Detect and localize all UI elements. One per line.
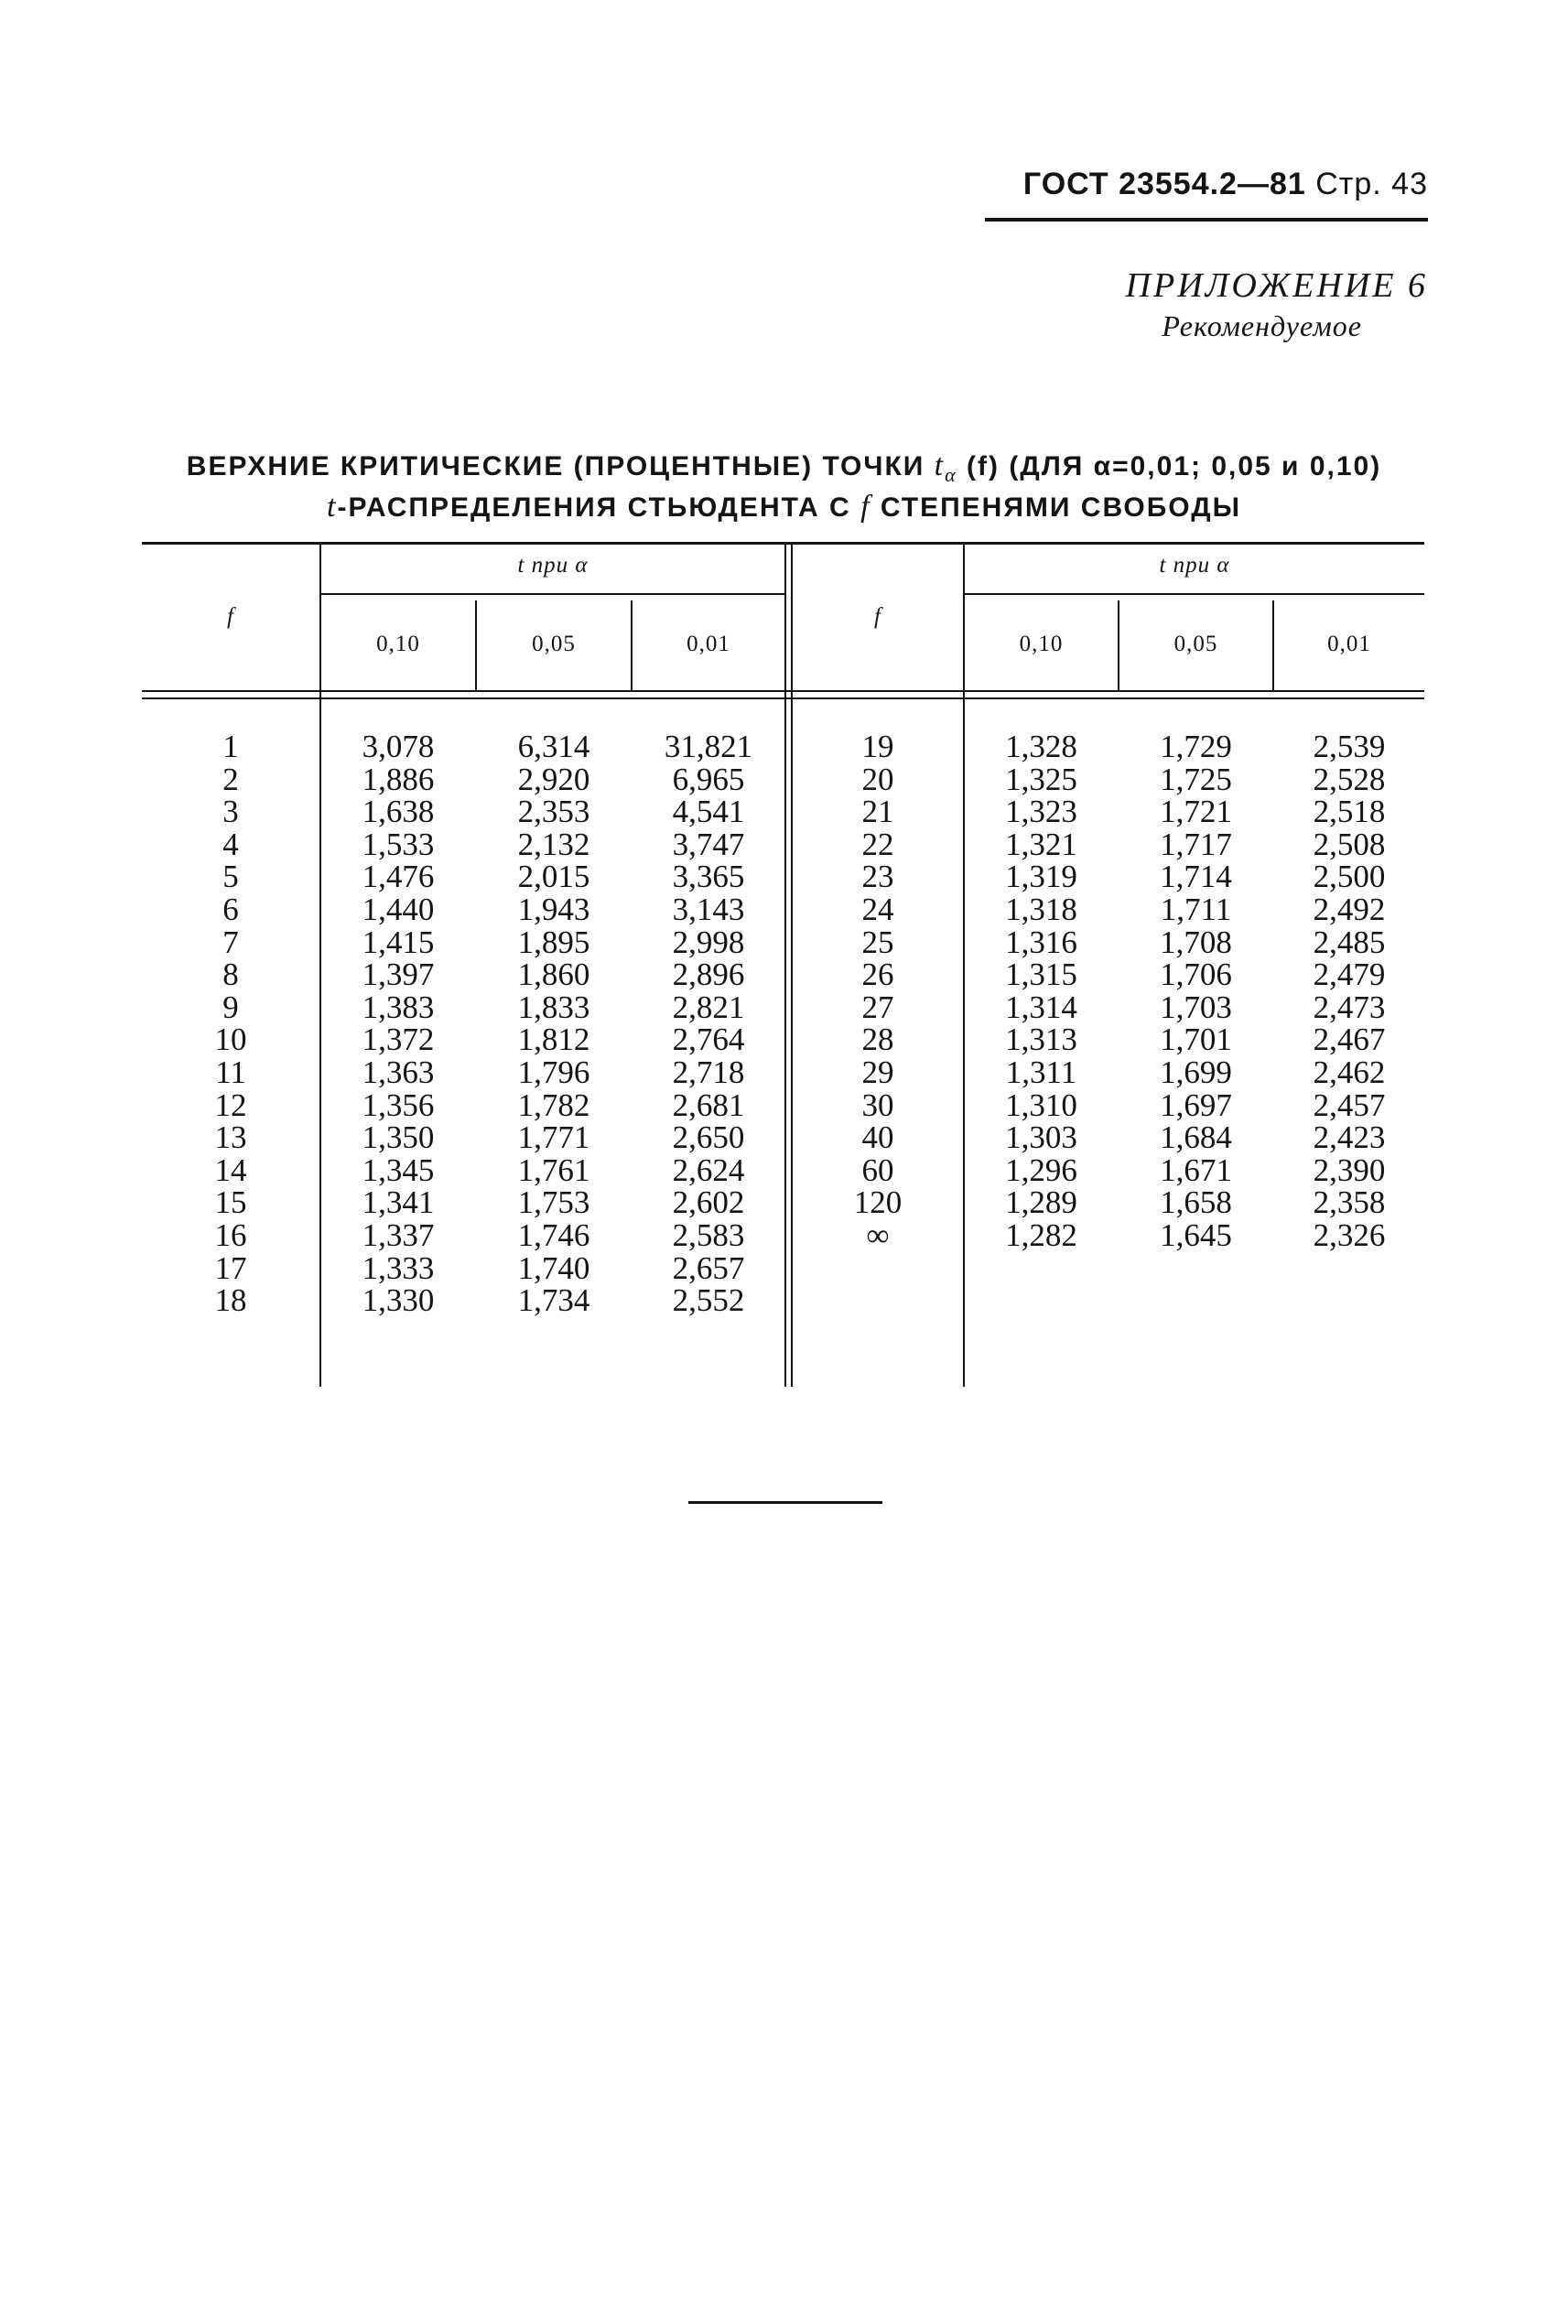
- table-cell: 2,718: [672, 1054, 745, 1090]
- table-cell: 2: [222, 761, 239, 797]
- table-cell: 1,812: [517, 1021, 590, 1058]
- right-005-column: [1119, 730, 1272, 1252]
- end-rule: [688, 1501, 882, 1504]
- table-cell: 25: [861, 924, 894, 960]
- table-cell: 1,711: [1160, 891, 1232, 927]
- table-cell: 18: [214, 1282, 247, 1319]
- table-cell: 19: [861, 729, 894, 764]
- table-cell: 8: [222, 957, 239, 993]
- table-cell: 1,319: [1005, 859, 1077, 895]
- right-col-header-001: 0,01: [1327, 632, 1371, 656]
- table-cell: 1,771: [517, 1119, 590, 1156]
- table-cell: 60: [861, 1151, 894, 1188]
- table-cell: 2,552: [672, 1282, 745, 1319]
- table-cell: 15: [214, 1184, 247, 1221]
- table-cell: 2,358: [1313, 1184, 1386, 1221]
- table-cell: 1,740: [517, 1249, 590, 1286]
- table-cell: 1,337: [362, 1216, 435, 1253]
- group-header-rule-right: [964, 593, 1424, 595]
- table-cell: 1,440: [362, 891, 435, 927]
- table-cell: 1,671: [1160, 1151, 1232, 1188]
- table-cell: 3,078: [362, 729, 435, 764]
- table-cell: 2,896: [672, 957, 745, 993]
- table-cell: 1,943: [517, 891, 590, 927]
- table-cell: 6,965: [672, 761, 745, 797]
- table-cell: 30: [861, 1086, 894, 1123]
- table-cell: 1,282: [1005, 1216, 1077, 1253]
- table-cell: 1,533: [362, 826, 435, 862]
- standard-code: ГОСТ 23554.2—81: [1022, 167, 1306, 201]
- left-col-header-001: 0,01: [687, 632, 730, 656]
- table-cell: 1,415: [362, 924, 435, 960]
- table-cell: 2,479: [1313, 957, 1386, 993]
- table-cell: 6,314: [517, 729, 590, 764]
- right-col-header-005: 0,05: [1173, 632, 1218, 656]
- table-cell: 1,699: [1160, 1054, 1232, 1090]
- table-cell: 31,821: [664, 729, 753, 764]
- table-cell: 2,650: [672, 1119, 745, 1156]
- right-010-column: [965, 730, 1118, 1252]
- table-cell: 2,353: [517, 794, 590, 830]
- table-cell: 1,886: [362, 761, 435, 797]
- table-cell: 12: [214, 1086, 247, 1123]
- table-cell: 2,467: [1313, 1021, 1386, 1058]
- table-cell: 11: [215, 1054, 246, 1090]
- table-cell: 28: [861, 1021, 894, 1058]
- table-cell: 16: [214, 1216, 247, 1253]
- table-title-line-1: ВЕРХНИЕ КРИТИЧЕСКИЕ (ПРОЦЕНТНЫЕ) ТОЧКИ $t_\alpha$ (f) (ДЛЯ α=0,01; 0,05 и 0,10): [186, 449, 1382, 486]
- table-cell: 1,383: [362, 989, 435, 1025]
- table-cell: 1,310: [1005, 1086, 1077, 1123]
- left-f-column: [142, 730, 319, 1317]
- table-cell: 3,365: [672, 859, 745, 895]
- table-cell: 6: [222, 891, 239, 927]
- table-cell: 1,476: [362, 859, 435, 895]
- table-cell: 1,701: [1160, 1021, 1232, 1058]
- header-bottom-rule-1: [142, 690, 1424, 692]
- table-cell: 7: [222, 924, 239, 960]
- table-cell: 2,462: [1313, 1054, 1386, 1090]
- table-cell: 1,315: [1005, 957, 1077, 993]
- table-cell: 1,721: [1160, 794, 1232, 830]
- table-cell: 1,746: [517, 1216, 590, 1253]
- table-cell: 1,703: [1160, 989, 1232, 1025]
- appendix-title: ПРИЛОЖЕНИЕ 6: [1125, 266, 1428, 305]
- table-cell: 3,747: [672, 826, 745, 862]
- table-cell: 1,318: [1005, 891, 1077, 927]
- table-cell: 40: [861, 1119, 894, 1156]
- table-cell: 2,624: [672, 1151, 745, 1188]
- table-cell: 1,753: [517, 1184, 590, 1221]
- right-001-column: [1274, 730, 1424, 1252]
- table-cell: 21: [861, 794, 894, 830]
- table-cell: 1,895: [517, 924, 590, 960]
- table-cell: 1,333: [362, 1249, 435, 1286]
- table-cell: 2,583: [672, 1216, 745, 1253]
- table-cell: 1,328: [1005, 729, 1077, 764]
- table-cell: 1,734: [517, 1282, 590, 1319]
- table-cell: 22: [861, 826, 894, 862]
- table-cell: 1,341: [362, 1184, 435, 1221]
- table-cell: 2,492: [1313, 891, 1386, 927]
- table-cell: 1: [222, 729, 239, 764]
- table-cell: 1,708: [1160, 924, 1232, 960]
- table-cell: 1,323: [1005, 794, 1077, 830]
- table-cell: 24: [861, 891, 894, 927]
- table-cell: 4: [222, 826, 239, 862]
- table-cell: 2,998: [672, 924, 745, 960]
- table-cell: 1,717: [1160, 826, 1232, 862]
- page-header: [1023, 167, 1428, 202]
- table-title-line-2: t-РАСПРЕДЕЛЕНИЯ СТЬЮДЕНТА С f СТЕПЕНЯМИ СВОБОДЫ: [327, 490, 1241, 524]
- table-cell: 1,706: [1160, 957, 1232, 993]
- table-cell: 1,782: [517, 1086, 590, 1123]
- table-cell: 2,473: [1313, 989, 1386, 1025]
- table-cell: 26: [861, 957, 894, 993]
- table-cell: 2,500: [1313, 859, 1386, 895]
- table-cell: 10: [214, 1021, 247, 1058]
- right-f-header: f: [874, 604, 881, 629]
- table-cell: 2,657: [672, 1249, 745, 1286]
- table-cell: 1,725: [1160, 761, 1232, 797]
- table-cell: 2,508: [1313, 826, 1386, 862]
- table-cell: 2,326: [1313, 1216, 1386, 1253]
- right-group-header: t при α: [1159, 553, 1230, 578]
- left-col-header-005: 0,05: [532, 632, 576, 656]
- table-cell: 2,132: [517, 826, 590, 862]
- table-cell: 4,541: [672, 794, 745, 830]
- appendix-subtitle: Рекомендуемое: [1162, 309, 1362, 342]
- table-cell: 2,457: [1313, 1086, 1386, 1123]
- table-cell: 1,796: [517, 1054, 590, 1090]
- left-group-header: t при α: [517, 553, 589, 578]
- header-bottom-rule-2: [142, 697, 1424, 699]
- table-cell: 1,289: [1005, 1184, 1077, 1221]
- group-header-rule-left: [320, 593, 785, 595]
- table-cell: 20: [861, 761, 894, 797]
- table-top-rule: [142, 542, 1424, 545]
- table-cell: 1,658: [1160, 1184, 1232, 1221]
- table-cell: 120: [853, 1184, 903, 1221]
- table-cell: 29: [861, 1054, 894, 1090]
- table-cell: 1,833: [517, 989, 590, 1025]
- table-cell: 2,518: [1313, 794, 1386, 830]
- table-cell: ∞: [866, 1216, 890, 1253]
- table-cell: 9: [222, 989, 239, 1025]
- table-cell: 1,296: [1005, 1151, 1077, 1188]
- table-cell: 2,681: [672, 1086, 745, 1123]
- table-cell: 1,316: [1005, 924, 1077, 960]
- table-cell: 2,764: [672, 1021, 745, 1058]
- table-cell: 1,372: [362, 1021, 435, 1058]
- right-col-header-010: 0,10: [1019, 632, 1064, 656]
- table-cell: 1,350: [362, 1119, 435, 1156]
- table-cell: 14: [214, 1151, 247, 1188]
- table-cell: 5: [222, 859, 239, 895]
- table-cell: 2,528: [1313, 761, 1386, 797]
- table-cell: 3: [222, 794, 239, 830]
- table-cell: 2,390: [1313, 1151, 1386, 1188]
- table-cell: 1,345: [362, 1151, 435, 1188]
- table-cell: 1,684: [1160, 1119, 1232, 1156]
- table-cell: 1,330: [362, 1282, 435, 1319]
- right-f-column: [793, 730, 963, 1252]
- table-cell: 2,602: [672, 1184, 745, 1221]
- table-cell: 2,485: [1313, 924, 1386, 960]
- table-cell: 1,311: [1005, 1054, 1077, 1090]
- table-cell: 13: [214, 1119, 247, 1156]
- left-f-header: f: [227, 604, 234, 629]
- table-cell: 2,920: [517, 761, 590, 797]
- table-cell: 17: [214, 1249, 247, 1286]
- table-cell: 1,313: [1005, 1021, 1077, 1058]
- center-divider-a: [784, 545, 786, 1387]
- table-cell: 23: [861, 859, 894, 895]
- table-cell: 1,314: [1005, 989, 1077, 1025]
- table-cell: 1,356: [362, 1086, 435, 1123]
- table-cell: 2,423: [1313, 1119, 1386, 1156]
- table-cell: 1,645: [1160, 1216, 1232, 1253]
- table-cell: 1,638: [362, 794, 435, 830]
- table-cell: 1,363: [362, 1054, 435, 1090]
- table-cell: 1,303: [1005, 1119, 1077, 1156]
- table-cell: 3,143: [672, 891, 745, 927]
- table-cell: 1,860: [517, 957, 590, 993]
- left-col-header-010: 0,10: [376, 632, 420, 656]
- left-010-column: [321, 730, 475, 1317]
- table-cell: 2,015: [517, 859, 590, 895]
- table-cell: 1,397: [362, 957, 435, 993]
- table-cell: 2,539: [1313, 729, 1386, 764]
- table-cell: 1,761: [517, 1151, 590, 1188]
- table-cell: 1,321: [1005, 826, 1077, 862]
- left-005-column: [477, 730, 631, 1317]
- table-cell: 1,729: [1160, 729, 1232, 764]
- table-cell: 27: [861, 989, 894, 1025]
- table-cell: 1,697: [1160, 1086, 1232, 1123]
- table-cell: 1,714: [1160, 859, 1232, 895]
- table-cell: 2,821: [672, 989, 745, 1025]
- page-number: Стр. 43: [1315, 167, 1428, 201]
- left-001-column: [633, 730, 784, 1317]
- header-rule: [985, 218, 1428, 222]
- table-cell: 1,325: [1005, 761, 1077, 797]
